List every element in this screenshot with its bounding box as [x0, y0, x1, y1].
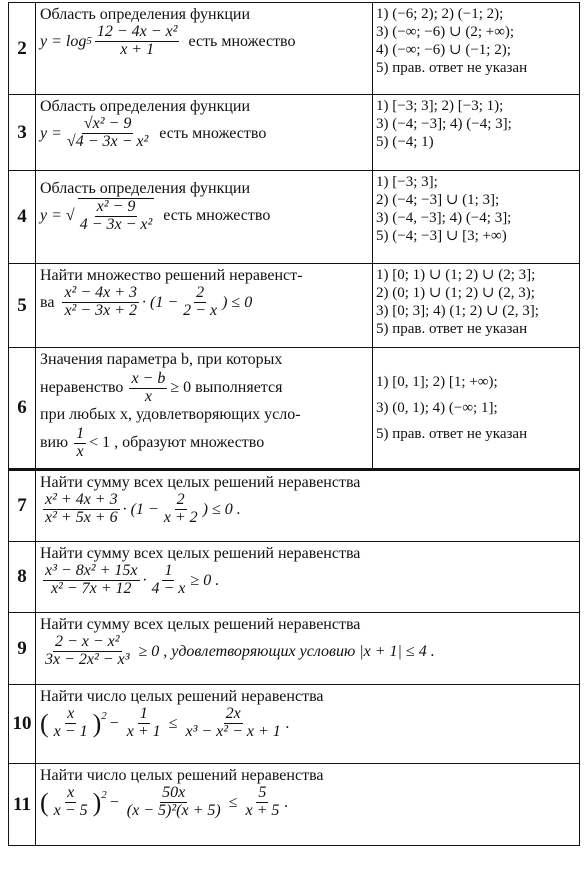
problem-number: 6: [9, 348, 36, 470]
numerator: 2: [196, 284, 205, 302]
formula-lhs: y = log: [40, 32, 87, 50]
denominator: 2 − x: [183, 301, 218, 319]
table-row: [9, 3, 580, 95]
formula-relation: ≤: [228, 793, 238, 811]
numerator: 5: [258, 784, 267, 802]
answer-option: 1) (−6; 2); 2) (−1; 2);: [376, 6, 504, 22]
formula-lhs: y =: [40, 124, 62, 142]
numerator: x − b: [131, 369, 166, 387]
problem-formula: [40, 492, 575, 527]
numerator: 12 − 4x − x²: [96, 23, 178, 41]
formula-relation: ≤: [168, 714, 178, 732]
answer-option: 5) прав. ответ не указан: [376, 60, 528, 76]
problem-formula: [40, 563, 575, 598]
fraction: [78, 198, 155, 234]
fraction: [150, 563, 188, 598]
table-row: [9, 613, 580, 685]
right-paren: ): [92, 708, 102, 738]
formula-tail: есть множество: [163, 207, 271, 225]
formula-mid: · (1 −: [142, 293, 179, 311]
answer-option: 5) (−4; −3] ∪ [3; +∞): [376, 228, 507, 244]
problem-text: [36, 613, 580, 685]
denominator: 3x − 2x² − x³: [45, 650, 130, 668]
numerator: 2x: [225, 705, 241, 723]
numerator: x: [67, 705, 75, 723]
numerator: 2 − x − x²: [54, 633, 120, 651]
answer-option: 4) (−∞; −6) ∪ (−1; 2);: [376, 42, 511, 58]
answer-option: 5) прав. ответ не указан: [376, 321, 528, 337]
formula-mid: −: [109, 714, 119, 732]
numerator: x² − 9: [96, 198, 136, 216]
problem-intro: Найти число целых решений неравенства: [40, 767, 324, 784]
fraction: [125, 706, 163, 741]
fraction: [62, 285, 139, 320]
problem-text: [36, 171, 373, 264]
answer-options: [373, 348, 580, 470]
denominator: x + 1: [120, 40, 155, 58]
problem-text: [36, 264, 373, 348]
answer-option: 3) (−4, −3]; 4) (−4; 3];: [376, 210, 512, 226]
answer-options: [373, 264, 580, 348]
problem-number: 7: [9, 470, 36, 542]
fraction: [125, 785, 223, 820]
fraction: [43, 492, 120, 527]
answer-option: 1) [−3; 3]; 2) [−3; 1);: [376, 98, 504, 114]
denominator: x³ − x² − x + 1: [185, 722, 281, 740]
denominator: x² − 3x + 2: [64, 301, 138, 319]
problem-number: 5: [9, 264, 36, 348]
problem-text: [36, 95, 373, 171]
problem-intro: Найти сумму всех целых решений неравенства: [40, 616, 361, 633]
problem-formula: [40, 116, 368, 151]
log-base: 5: [86, 34, 92, 47]
answer-option: 3) (−∞; −6) ∪ (2; +∞);: [376, 24, 515, 40]
problem-text: [36, 685, 580, 764]
problem-formula: [40, 706, 575, 741]
fraction: [43, 634, 132, 669]
denominator: x − 1: [53, 722, 88, 740]
denominator: x + 5: [245, 801, 280, 819]
answer-options: [373, 3, 580, 95]
problem-text: [36, 542, 580, 613]
answer-option: 3) (−4; −3]; 4) (−4; 3];: [376, 116, 512, 132]
problem-formula: [40, 285, 368, 320]
denominator: x − 5: [53, 801, 88, 819]
answer-options: [373, 95, 580, 171]
formula-mid: −: [109, 793, 119, 811]
denominator: (x − 5)²(x + 5): [126, 801, 221, 819]
formula-tail: ≥ 0 , удовлетворяющих условию |x + 1| ≤ 4 .: [138, 642, 435, 660]
problem-intro: Найти сумму всех целых решений неравенства: [40, 545, 361, 562]
table-row: [9, 348, 580, 470]
denominator: x² + 5x + 6: [45, 508, 118, 526]
answer-option: 3) (0, 1); 4) (−∞; 1];: [376, 399, 498, 416]
formula-tail: ≥ 0 .: [190, 571, 220, 589]
formula-tail: есть множество: [159, 124, 267, 142]
answer-option: 5) (−4; 1): [376, 134, 434, 150]
problem-table: [8, 2, 580, 846]
fraction: [129, 371, 167, 406]
answer-option: 5) прав. ответ не указан: [376, 426, 528, 443]
table-row: [9, 542, 580, 613]
exponent: 2: [101, 788, 107, 801]
problem-line-text: неравенство: [40, 378, 124, 396]
denominator: 4 − x: [151, 579, 186, 597]
formula-tail: ) ≤ 0 .: [202, 500, 241, 518]
problem-line-text: < 1 , образуют множество: [89, 434, 265, 452]
problem-line: при любых x, удовлетворяющих усло-: [40, 406, 301, 424]
problem-line: [40, 371, 368, 406]
answer-option: 3) [0; 3]; 4) (1; 2) ∪ (2, 3];: [376, 303, 539, 319]
problem-number: 11: [9, 764, 36, 846]
problem-number: 3: [9, 95, 36, 171]
problem-text: [36, 764, 580, 846]
answer-option: 1) [0, 1]; 2) [1; +∞);: [376, 373, 498, 390]
table-row: [9, 764, 580, 846]
formula-tail: .: [284, 793, 289, 811]
denominator: x + 2: [163, 508, 198, 526]
problem-number: 4: [9, 171, 36, 264]
problem-intro: Найти множество решений неравенст-: [40, 267, 303, 284]
problem-line: [40, 426, 368, 461]
denominator: 4 − 3x − x²: [79, 215, 153, 233]
right-paren: ): [92, 787, 102, 817]
fraction: [74, 426, 86, 461]
numerator: 1: [164, 562, 173, 580]
fraction: [95, 24, 180, 59]
problem-intro: Найти сумму всех целых решений неравенства: [40, 474, 361, 491]
table-row: [9, 685, 580, 764]
formula-mid: ·: [142, 571, 147, 589]
fraction: [43, 563, 140, 598]
problem-intro: Область определения функции: [40, 6, 251, 23]
answer-option: 2) (−4; −3] ∪ (1; 3];: [376, 192, 500, 208]
problem-number: 10: [9, 685, 36, 764]
fraction: [52, 706, 90, 741]
numerator: x² − 4x + 3: [64, 284, 138, 302]
table-row: [9, 171, 580, 264]
problem-number: 2: [9, 3, 36, 95]
table-row: [9, 95, 580, 171]
denominator: x + 1: [126, 722, 161, 740]
problem-text: [36, 3, 373, 95]
problem-text: [36, 348, 373, 470]
problem-intro: Область определения функции: [40, 180, 251, 197]
numerator: 2: [176, 491, 185, 509]
formula-mid: · (1 −: [122, 500, 159, 518]
problem-line-text: ≥ 0 выполняется: [170, 378, 283, 396]
problem-intro: Найти число целых решений неравенства: [40, 688, 324, 705]
answer-option: 1) [0; 1) ∪ (1; 2) ∪ (2; 3];: [376, 267, 536, 283]
fraction: [181, 285, 219, 320]
denominator: √4 − 3x − x²: [66, 132, 149, 150]
exponent: 2: [101, 709, 107, 722]
denominator: x² − 7x + 12: [50, 579, 132, 597]
fraction: [52, 785, 90, 820]
problem-line-text: вию: [40, 434, 69, 452]
problem-formula: [40, 24, 368, 59]
problem-formula: [40, 634, 575, 669]
problem-text: [36, 470, 580, 542]
numerator: 50x: [162, 784, 186, 802]
problem-intro: Область определения функции: [40, 98, 251, 115]
numerator: 1: [76, 425, 85, 443]
problem-sheet: [8, 2, 580, 846]
numerator: x² + 4x + 3: [45, 491, 118, 509]
problem-number: 8: [9, 542, 36, 613]
problem-number: 9: [9, 613, 36, 685]
numerator: x: [67, 784, 75, 802]
problem-intro-cont: ва: [40, 293, 55, 311]
table-row: [9, 264, 580, 348]
left-paren: (: [40, 787, 49, 817]
denominator: x: [76, 442, 84, 460]
left-paren: (: [40, 708, 49, 738]
denominator: x: [144, 387, 152, 405]
problem-formula: [40, 198, 368, 234]
answer-option: 1) [−3; 3];: [376, 174, 438, 190]
formula-lhs: y = √: [40, 207, 75, 225]
fraction: [65, 116, 150, 151]
answer-options: [373, 171, 580, 264]
fraction: [162, 492, 200, 527]
fraction: [183, 706, 282, 741]
formula-tail: есть множество: [188, 32, 296, 50]
formula-tail: .: [285, 714, 290, 732]
problem-formula: [40, 785, 575, 820]
problem-line: Значения параметра b, при которых: [40, 351, 283, 368]
answer-option: 2) (0; 1) ∪ (1; 2) ∪ (2, 3);: [376, 285, 535, 301]
table-row: [9, 470, 580, 542]
formula-tail: ) ≤ 0: [222, 293, 253, 311]
numerator: √x² − 9: [83, 115, 132, 133]
numerator: 1: [139, 705, 148, 723]
numerator: x³ − 8x² + 15x: [45, 562, 138, 580]
fraction: [243, 785, 281, 820]
